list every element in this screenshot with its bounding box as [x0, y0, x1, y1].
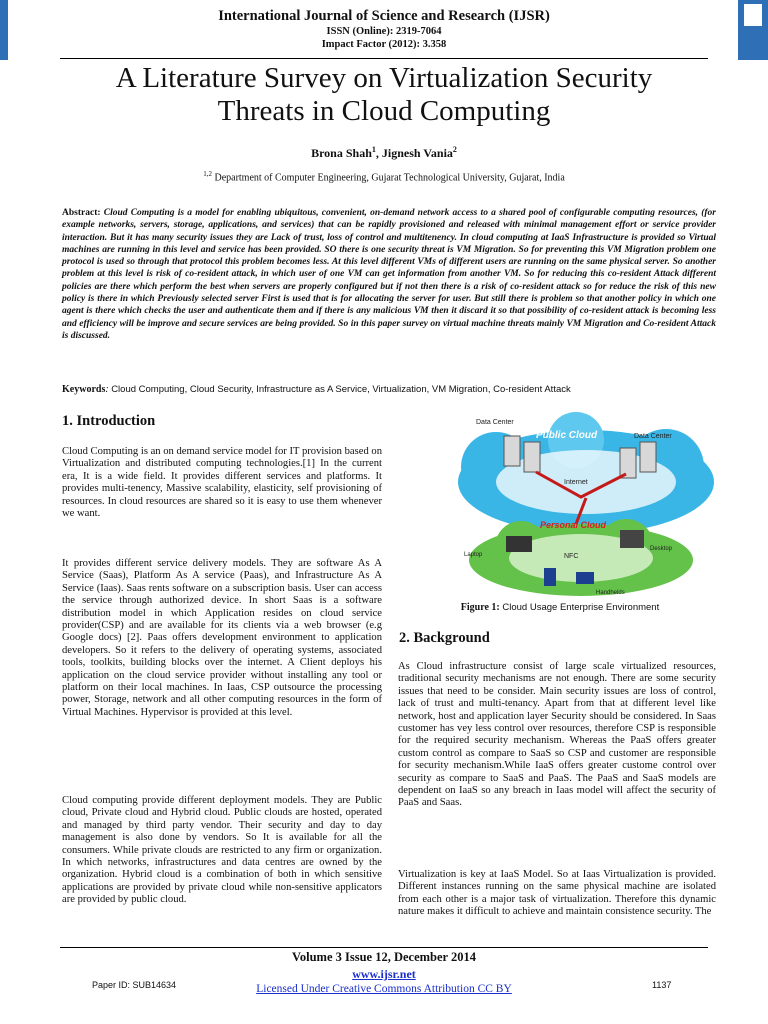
author-1: Brona Shah: [311, 146, 372, 160]
paper-title: [40, 62, 728, 128]
server-icon: [640, 442, 656, 472]
authors: [0, 145, 768, 161]
introduction-paragraph-1: Cloud Computing is an on demand service model for IT provision based on Virtualization and distributed computing technologies.[1] In the current era, It is a wide field. It provides different services and platforms. It provides multi-tenency, Massive scalability, elasticity, self provisioning of resources. In cloud resources are shared so it is easy to use them whenever we want.: [62, 446, 382, 520]
author-1-superscript: 1: [371, 145, 376, 154]
affiliation-text: Department of Computer Engineering, Gujarat Technological University, Gujarat, India: [211, 172, 565, 184]
footer-license-link[interactable]: Licensed Under Creative Commons Attribution CC BY: [256, 983, 512, 995]
laptop-icon: [506, 536, 532, 552]
introduction-paragraph-3: Cloud computing provide different deployment models. They are Public cloud, Private cloud and Hybrid cloud. Public clouds are hosted, operated and managed by third party vendor. Their security and day to day management is also done by vendors. So It is available for all the consumers. While private clouds are restricted to any firm or organization. In which networks, infrastructures and data centres are owned by the organization. Hybrid cloud is a combination of both in which sensitive applications are provided by private cloud while non-sensitive applicators are provided by public cloud.: [62, 795, 382, 906]
abstract-label: Abstract:: [62, 208, 101, 218]
handhelds-label: Handhelds: [596, 590, 625, 596]
background-heading: 2. Background: [399, 630, 490, 646]
desktop-icon: [620, 530, 644, 548]
data-center-left-label: Data Center: [476, 419, 514, 426]
journal-issn: ISSN (Online): 2319-7064: [326, 26, 442, 37]
keywords-text: Cloud Computing, Cloud Security, Infrastructure as A Service, Virtualization, VM Migration, Co-resident Attack: [111, 384, 571, 395]
author-separator: ,: [375, 146, 382, 160]
nfc-label: NFC: [564, 553, 579, 560]
introduction-paragraph-2: It provides different service delivery models. They are software As A Service (Saas), Platform As A service (Paas), and Infrastructure As A Service (Iaas). Saas rents software on a subscription basis. User can access the service through authorized device. In short Saas is a software distribution model in which Application resides on cloud service provider(CSP) and are available for its clients via a web browser (e.g Google docs) [2]. Paas offers development environment to application developers. So it refers to the delivery of operating systems, associated tools, toolkits, building blocks over the internet. A Client deploys his application on the cloud service provider without installing any tool or platform on their local machines. In Iaas, CSP outsource the processing power, Storage, network and all other computing resources in the form of Virtual Machines. Hypervisor is provided at this level.: [62, 558, 382, 718]
figure-caption-text: Cloud Usage Enterprise Environment: [499, 602, 660, 613]
affiliation-superscript: 1,2: [203, 170, 212, 178]
journal-impact-factor: Impact Factor (2012): 3.358: [321, 39, 447, 50]
footer-rule: [60, 947, 708, 948]
footer-page-number: 1137: [652, 980, 672, 990]
figure-caption: [400, 602, 720, 613]
abstract-text: Cloud Computing is a model for enabling ubiquitous, convenient, on-demand network access to a shared pool of configurable computing resources, (for example networks, servers, storage, applications, and services) that can be rapidly provisioned and released with minimal management effort or service provider interaction. But it has many security issues they are Lack of trust, loss of control and multitenency. In cloud computing at IaaS Infrastructure is provided so Virtual machines are running in this level and service has been provided. SO there is one security threat is VM Migration. So for preventing this VM Migration problem one protocol is used so through that protocol this problem becomes less. At this level different VMs of different users are running on the same physical server. So another problem at this level is risk of co-resident attack, in which user of one VM can get information from another VM. So for reducing this co-resident Attack different policies are there which perform the best when servers are properly configured but if not then there is a risk of co-resident attack so for reduce the risk of this new policy is there in which Previously selected server First is used that is for allocating the server for user. But still there is problem so that another policy in which one agent is there which checks the user and authenticate them and if there is any malicious VM then it discard it so that possibility of co-resident attack is becoming less and efficiency will be improve and secure services are being provided. So in this paper survey on virtual machine threats mainly VM Migration and Co-resident Attack is discussed.: [62, 208, 717, 341]
server-icon: [524, 442, 540, 472]
journal-name: International Journal of Science and Research (IJSR): [218, 8, 550, 24]
server-icon: [620, 448, 636, 478]
affiliation: [0, 170, 768, 183]
footer-website-link[interactable]: www.ijsr.net: [352, 967, 416, 981]
author-2: Jignesh Vania: [381, 146, 453, 160]
background-paragraph-2: Virtualization is key at IaaS Model. So at Iaas Virtualization is provided. Different instances running on the same physical machine are isolated from each other is a major task of virtualization. Therefore this dynamic nature makes it difficult to achieve and maintain consistence security. The: [398, 869, 716, 918]
paper-title-line-2: Threats in Cloud Computing: [217, 95, 551, 127]
header-rule: [60, 58, 708, 59]
footer-paper-id: Paper ID: SUB14634: [92, 980, 177, 990]
keywords: [62, 384, 722, 395]
public-cloud-label: Public Cloud: [536, 430, 598, 441]
introduction-heading: 1. Introduction: [62, 413, 156, 429]
data-center-right-label: Data Center: [634, 433, 672, 440]
footer-volume: Volume 3 Issue 12, December 2014: [291, 950, 476, 964]
keywords-colon: :: [105, 384, 112, 395]
personal-cloud-label: Personal Cloud: [540, 520, 607, 530]
server-icon: [504, 436, 520, 466]
figure-caption-label: Figure 1:: [460, 602, 500, 613]
laptop-label: Laptop: [464, 552, 483, 558]
handheld-icon: [544, 568, 556, 586]
keywords-label: Keywords: [62, 384, 106, 395]
desktop-label: Desktop: [650, 546, 673, 552]
cloud-usage-figure: [436, 412, 726, 598]
author-2-superscript: 2: [452, 145, 457, 154]
internet-label: Internet: [564, 479, 588, 486]
handheld-icon: [576, 572, 594, 584]
abstract: [62, 207, 716, 342]
journal-header: [0, 8, 768, 51]
background-paragraph-1: As Cloud infrastructure consist of large scale virtualized resources, traditional security mechanisms are not enough. There are some security issues that need to be consider. Main security issues are loss of control, lack of trust and multi-tenancy. Apart from that at different level like network, host and application layer Security should be considered. In Saas customer has vey less control over resources, therefore CSP is responsible for the required security mechanism. Whereas the PaaS offers greater custom control as compare to SaaS so CSP and customer are responsible for security mechanism.While IaaS offers greater custome control over security as compare to SaaS and PaaS. The PaaS and SaaS models are dependent on IaaS so any breach in Iaas model will affect the security of PaaS and Saas.: [398, 661, 716, 809]
paper-title-line-1: A Literature Survey on Virtualization Security: [115, 62, 653, 94]
